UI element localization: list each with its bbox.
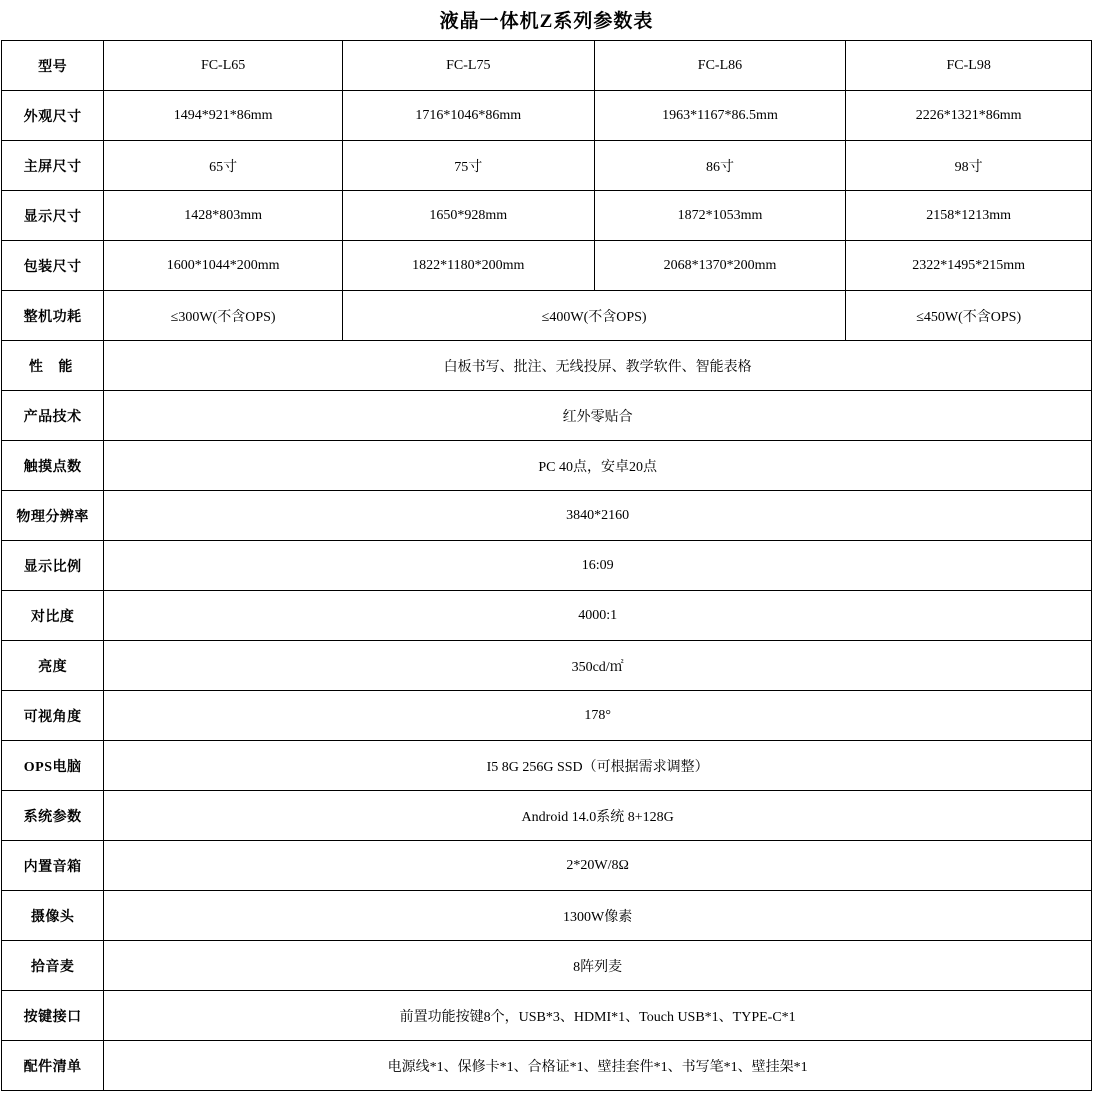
cell-screen-size-75: 75寸 [342,141,594,191]
cell-package-size-86: 2068*1370*200mm [594,241,846,291]
row-label-camera: 摄像头 [2,891,104,941]
row-label-ops-pc: OPS电脑 [2,741,104,791]
cell-touch-points: PC 40点，安卓20点 [104,441,1092,491]
row-label-aspect-ratio: 显示比例 [2,541,104,591]
table-row [2,541,1092,591]
table-row [2,491,1092,541]
cell-package-size-75: 1822*1180*200mm [342,241,594,291]
cell-package-size-65: 1600*1044*200mm [104,241,343,291]
table-row [2,41,1092,91]
table-row [2,591,1092,641]
table-row [2,941,1092,991]
table-row [2,141,1092,191]
cell-power-98: ≤450W(不含OPS) [846,291,1092,341]
table-row [2,291,1092,341]
row-label-microphone: 拾音麦 [2,941,104,991]
specification-table [1,40,1092,1091]
row-label-performance: 性 能 [2,341,104,391]
row-label-display-size: 显示尺寸 [2,191,104,241]
cell-performance: 白板书写、批注、无线投屏、教学软件、智能表格 [104,341,1092,391]
cell-ports: 前置功能按键8个，USB*3、HDMI*1、Touch USB*1、TYPE-C*1 [104,991,1092,1041]
row-label-outer-size: 外观尺寸 [2,91,104,141]
table-row [2,191,1092,241]
row-label-screen-size: 主屏尺寸 [2,141,104,191]
model-cell-75: FC-L75 [342,41,594,91]
cell-outer-size-86: 1963*1167*86.5mm [594,91,846,141]
cell-accessories: 电源线*1、保修卡*1、合格证*1、壁挂套件*1、书写笔*1、壁挂架*1 [104,1041,1092,1091]
cell-brightness: 350cd/㎡ [104,641,1092,691]
row-label-power: 整机功耗 [2,291,104,341]
table-row [2,1041,1092,1091]
model-cell-86: FC-L86 [594,41,846,91]
cell-display-size-98: 2158*1213mm [846,191,1092,241]
cell-contrast: 4000:1 [104,591,1092,641]
row-label-product-tech: 产品技术 [2,391,104,441]
cell-outer-size-75: 1716*1046*86mm [342,91,594,141]
row-label-accessories: 配件清单 [2,1041,104,1091]
cell-resolution: 3840*2160 [104,491,1092,541]
cell-package-size-98: 2322*1495*215mm [846,241,1092,291]
table-body [2,41,1092,1091]
table-row [2,741,1092,791]
table-row [2,441,1092,491]
cell-microphone: 8阵列麦 [104,941,1092,991]
cell-camera: 1300W像素 [104,891,1092,941]
cell-system: Android 14.0系统 8+128G [104,791,1092,841]
cell-aspect-ratio: 16:09 [104,541,1092,591]
row-label-package-size: 包装尺寸 [2,241,104,291]
table-row [2,91,1092,141]
cell-screen-size-98: 98寸 [846,141,1092,191]
row-label-ports: 按键接口 [2,991,104,1041]
cell-screen-size-65: 65寸 [104,141,343,191]
page-title: 液晶一体机Z系列参数表 [439,11,654,32]
table-row [2,341,1092,391]
cell-outer-size-98: 2226*1321*86mm [846,91,1092,141]
cell-display-size-86: 1872*1053mm [594,191,846,241]
table-row [2,691,1092,741]
row-label-model: 型号 [2,41,104,91]
cell-display-size-65: 1428*803mm [104,191,343,241]
model-cell-98: FC-L98 [846,41,1092,91]
row-label-touch-points: 触摸点数 [2,441,104,491]
cell-product-tech: 红外零贴合 [104,391,1092,441]
row-label-contrast: 对比度 [2,591,104,641]
cell-power-65: ≤300W(不含OPS) [104,291,343,341]
row-label-viewing-angle: 可视角度 [2,691,104,741]
table-row [2,841,1092,891]
cell-speaker: 2*20W/8Ω [104,841,1092,891]
cell-power-75-86: ≤400W(不含OPS) [342,291,845,341]
model-cell-65: FC-L65 [104,41,343,91]
cell-screen-size-86: 86寸 [594,141,846,191]
table-row [2,241,1092,291]
table-row [2,391,1092,441]
cell-ops-pc: I5 8G 256G SSD（可根据需求调整） [104,741,1092,791]
row-label-brightness: 亮度 [2,641,104,691]
cell-viewing-angle: 178° [104,691,1092,741]
table-row [2,791,1092,841]
cell-outer-size-65: 1494*921*86mm [104,91,343,141]
row-label-speaker: 内置音箱 [2,841,104,891]
table-row [2,641,1092,691]
cell-display-size-75: 1650*928mm [342,191,594,241]
table-row [2,991,1092,1041]
table-row [2,891,1092,941]
row-label-resolution: 物理分辨率 [2,491,104,541]
row-label-system: 系统参数 [2,791,104,841]
